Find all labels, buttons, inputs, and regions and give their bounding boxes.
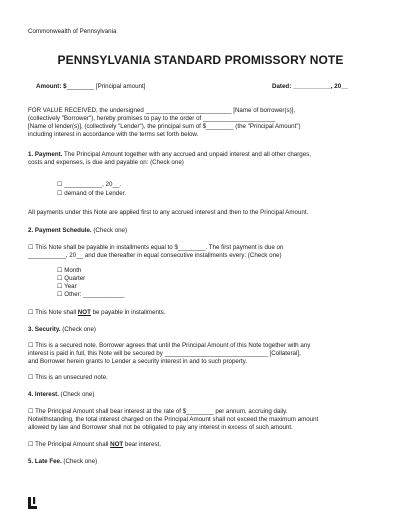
intro-line-2: (collectively "Borrower"), hereby promises to pay to the order of _____________________ (28, 115, 276, 122)
late-fee-heading-rest: (Check one) (61, 458, 98, 465)
security-heading-num: 3. Security. (28, 326, 61, 333)
schedule-heading-num: 2. Payment Schedule. (28, 227, 92, 234)
intro-line-1: FOR VALUE RECEIVED, the undersigned _________________________ [Name of borrower(s)], (28, 107, 296, 114)
schedule-option-1-line-1: ☐ This Note shall be payable in installments equal to $________. The first payment is due on (28, 244, 284, 251)
security-option-2: ☐ This is an unsecured note. (28, 374, 108, 381)
dated-label: Dated: ___________, 20__ (272, 83, 349, 90)
interest-opt2-post: bear interest. (123, 441, 162, 448)
security-option-1-line-1: ☐ This is a secured note. Borrower agrees that until the Principal Amount of this Note together with any (28, 342, 311, 349)
interest-heading (28, 391, 94, 399)
security-heading (28, 326, 96, 334)
security-option-1-line-3: and Borrower herein grants to Lender a security interest in and to such property. (28, 358, 247, 365)
payment-option-date: ☐ ___________, 20__. (57, 181, 122, 188)
schedule-opt2-post: be payable in installments. (90, 309, 166, 316)
schedule-heading-rest: (Check one) (91, 227, 128, 234)
interest-option-1-line-2: Notwithstanding, the total interest charged on the Principal Amount shall not exceed the maximum amount (28, 416, 319, 423)
schedule-option-2 (28, 309, 166, 317)
payment-line-2: costs and expenses, is due and payable on: (Check one) (28, 159, 184, 166)
interest-option-2 (28, 441, 161, 449)
amount-label: Amount: $ (36, 83, 67, 90)
amount-line (36, 83, 145, 91)
schedule-option-1-line-2: ___________, 20__ and due thereafter in equal consecutive installments every: (Check one) (28, 252, 282, 259)
interest-heading-rest: (Check one) (58, 391, 95, 398)
payment-line-1 (28, 151, 311, 159)
payment-text-1: The Principal Amount together with any accrued and unpaid interest and all other charges, (64, 151, 311, 158)
amount-placeholder: [Principal amount] (95, 83, 146, 90)
payment-heading: 1. Payment. (28, 151, 63, 158)
document-title: PENNSYLVANIA STANDARD PROMISSORY NOTE (57, 53, 344, 67)
schedule-opt2-pre: ☐ This Note shall (28, 309, 78, 316)
late-fee-heading (28, 458, 97, 466)
interest-option-1-line-1: ☐ The Principal Amount shall bear interest at the rate of $________ per annum, accruing daily. (28, 408, 288, 415)
security-heading-rest: (Check one) (60, 326, 96, 333)
intro-line-3: [Name of lender(s)], (collectively "Lender"), the principal sum of $________ (the "Principal Amount") (28, 123, 301, 130)
interest-option-1-line-3: allowed by law and Borrower shall not be obligated to pay any interest in excess of such amount. (28, 424, 293, 431)
schedule-heading (28, 227, 127, 235)
interest-heading-num: 4. Interest. (28, 391, 59, 398)
freq-other: ☐ Other: ____________ (57, 291, 125, 298)
payment-option-demand: ☐ demand of the Lender. (57, 190, 127, 197)
state-label: Commonwealth of Pennsylvania (28, 28, 117, 35)
freq-quarter: ☐ Quarter (57, 275, 86, 282)
schedule-opt2-not: NOT (77, 309, 91, 316)
security-option-1-line-2: interest is paid in full, this Note will be secured by ______________________________ [Collateral], (28, 350, 301, 357)
freq-month: ☐ Month (57, 267, 82, 274)
interest-opt2-pre: ☐ The Principal Amount shall (28, 441, 111, 448)
amount-blank: ________ (66, 83, 95, 90)
intro-line-4: including interest in accordance with the terms set forth below. (28, 131, 199, 138)
payment-note: All payments under this Note are applied first to any accrued interest and then to the Principal Amount. (28, 209, 309, 216)
legal-templates-logo-icon (28, 497, 39, 509)
freq-year: ☐ Year (57, 283, 77, 290)
late-fee-heading-num: 5. Late Fee. (28, 458, 62, 465)
interest-opt2-not: NOT (110, 441, 124, 448)
